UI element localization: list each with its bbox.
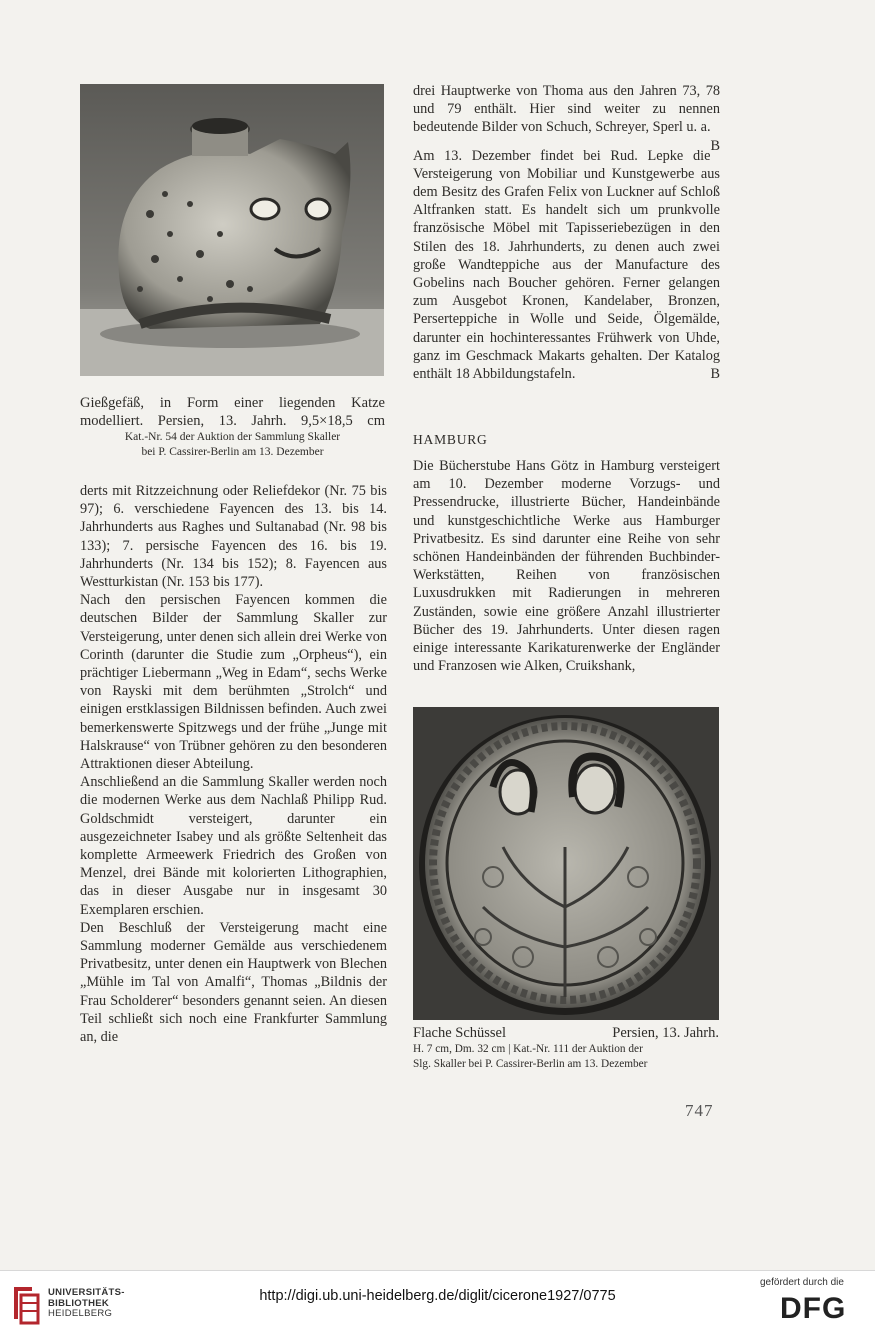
right-paragraph-2: Am 13. Dezember findet bei Rud. Lepke die Versteigerung von Mobiliar und Kunstgewerbe aus dem Besitz des Grafen Felix von Luckner auf Schloß Altfranken statt. Es handelt sich um prunkvolle französische Möbel mit Tapisseriebezügen in den Stilen des 18. Jahrhunderts, zu denen auch zwei große Wandteppiche aus der Manufacture des Gobelins nach Boucher gehören. Ferner gelangen zum Ausgebot Kronen, Kandelaber, Bronzen, Perserteppiche in Wolle und Seide, Ölgemälde, darunter ein hochinteressantes Frühwerk von Uhde, ganz im Geschmack Makarts gehalten. Der Katalog enthält 18 Abbildungstafeln. B bbox=[413, 147, 720, 383]
figure2-caption-line3: Slg. Skaller bei P. Cassirer-Berlin am 13. Dezember bbox=[413, 1058, 648, 1070]
left-column bbox=[80, 482, 387, 1046]
page-number: 747 bbox=[685, 1101, 714, 1120]
figure2-caption-line1 bbox=[413, 1024, 719, 1042]
figure2-caption-line2: H. 7 cm, Dm. 32 cm | Kat.-Nr. 111 der Auktion der bbox=[413, 1043, 643, 1055]
persian-dish-photo bbox=[413, 707, 719, 1020]
cat-vessel-photo bbox=[80, 84, 384, 376]
right-column-top bbox=[413, 82, 720, 383]
funded-by-label: gefördert durch die bbox=[760, 1277, 844, 1288]
cat-vessel-illustration bbox=[80, 84, 384, 376]
right-column-hamburg bbox=[413, 457, 720, 675]
dish-illustration bbox=[413, 707, 719, 1020]
right-paragraph-1: drei Hauptwerke von Thoma aus den Jahren 73, 78 und 79 enthält. Hier sind weiter zu nennen bedeutende Bilder von Schuch, Schreyer, Sperl u. a. B bbox=[413, 83, 720, 154]
right-paragraph-3: Die Bücherstube Hans Götz in Hamburg versteigert am 10. Dezember moderne Vorzugs- und Pressendrucke, illustrierte Bücher, Handeinbände und kunstgeschichtliche Werke aus Hamburger Privatbesitz. Es sind darunter eine Reihe von sehr schönen Handeinbänden der führenden Buchbinder-Werkstätten, Reihen von französischen Luxusdrukken mit Radierungen in mehreren Zuständen, sowie eine größere Anzahl illustrierter Bücher des 19. Jahrhunderts. Unter diesen ragen einige interessante Karikaturenwerke der Engländer und Franzosen wie Alken, Cruikshank, bbox=[413, 458, 720, 675]
left-paragraph-2: Nach den persischen Fayencen kommen die deutschen Bilder der Sammlung Skaller zur Versteigerung, unter denen sich allein drei Werke von Corinth (darunter die Studie zum „Orpheus“), ein prächtiger Liebermann „Weg in Edam“, sechs Werke von Rayski mit dem berühmten „Strolch“ und einigen erstklassigen Bildnissen befinden. Auch zwei bemerkenswerte Spitzwegs und der frühe „Junge mit Halskrause“ von Trübner gehören zu den besonderen Attraktionen dieser Abteilung. bbox=[80, 592, 387, 773]
author-initial: B bbox=[710, 137, 720, 154]
logo-line3: HEIDELBERG bbox=[48, 1308, 113, 1319]
figure1-caption-line2: modelliert. Persien, 13. Jahrh. 9,5×18,5 cm bbox=[80, 413, 385, 429]
permalink-url[interactable]: http://digi.ub.uni-heidelberg.de/diglit/cicerone1927/0775 bbox=[259, 1288, 616, 1304]
figure1-caption-line1: Gießgefäß, in Form einer liegenden Katze bbox=[80, 395, 385, 411]
section-heading-hamburg: HAMBURG bbox=[413, 432, 488, 447]
left-paragraph-1: derts mit Ritzzeichnung oder Reliefdekor (Nr. 75 bis 97); 6. verschiedene Fayencen des 13. bis 14. Jahrhunderts aus Raghes und Sultanabad (Nr. 98 bis 133); 7. persische Fayencen des 16. bis 19. Jahrhunderts (Nr. 134 bis 152); 8. Fayencen aus Westturkistan (Nr. 153 bis 177). bbox=[80, 483, 387, 591]
figure2-date: Persien, 13. Jahrh. bbox=[612, 1025, 719, 1041]
figure1-caption-line4: bei P. Cassirer-Berlin am 13. Dezember bbox=[141, 446, 324, 458]
left-paragraph-4: Den Beschluß der Versteigerung macht eine Sammlung moderner Gemälde aus verschiedenem Privatbesitz, unter denen ein Hauptwerk von Blechen „Mühle im Tal von Amalfi“, Thomas „Bildnis der Frau Scholderer“ besonders genannt seien. An diesen Teil schließt sich noch eine Frankfurter Sammlung an, die bbox=[80, 919, 387, 1046]
figure2-caption bbox=[413, 1024, 719, 1072]
logo-line1: UNIVERSITÄTS- bbox=[48, 1287, 125, 1298]
dfg-logo: DFG bbox=[780, 1292, 847, 1325]
author-initial: B bbox=[710, 366, 720, 383]
figure1-caption bbox=[80, 394, 385, 460]
left-paragraph-3: Anschließend an die Sammlung Skaller werden noch die modernen Werke aus dem Nachlaß Philipp Rud. Goldschmidt versteigert, darunter ein ausgezeichneter Isabey und als größte Seltenheit das komplette Armeewerk Friedrich des Großen von Menzel, drei Bände mit kolorierten Lithographien, das in dieser Ausgabe nur in insgesamt 30 Exemplaren erschien. bbox=[80, 774, 387, 918]
figure2-title: Flache Schüssel bbox=[413, 1025, 507, 1041]
figure1-caption-line3: Kat.-Nr. 54 der Auktion der Sammlung Skaller bbox=[124, 431, 341, 443]
logo-line2: BIBLIOTHEK bbox=[48, 1297, 110, 1309]
